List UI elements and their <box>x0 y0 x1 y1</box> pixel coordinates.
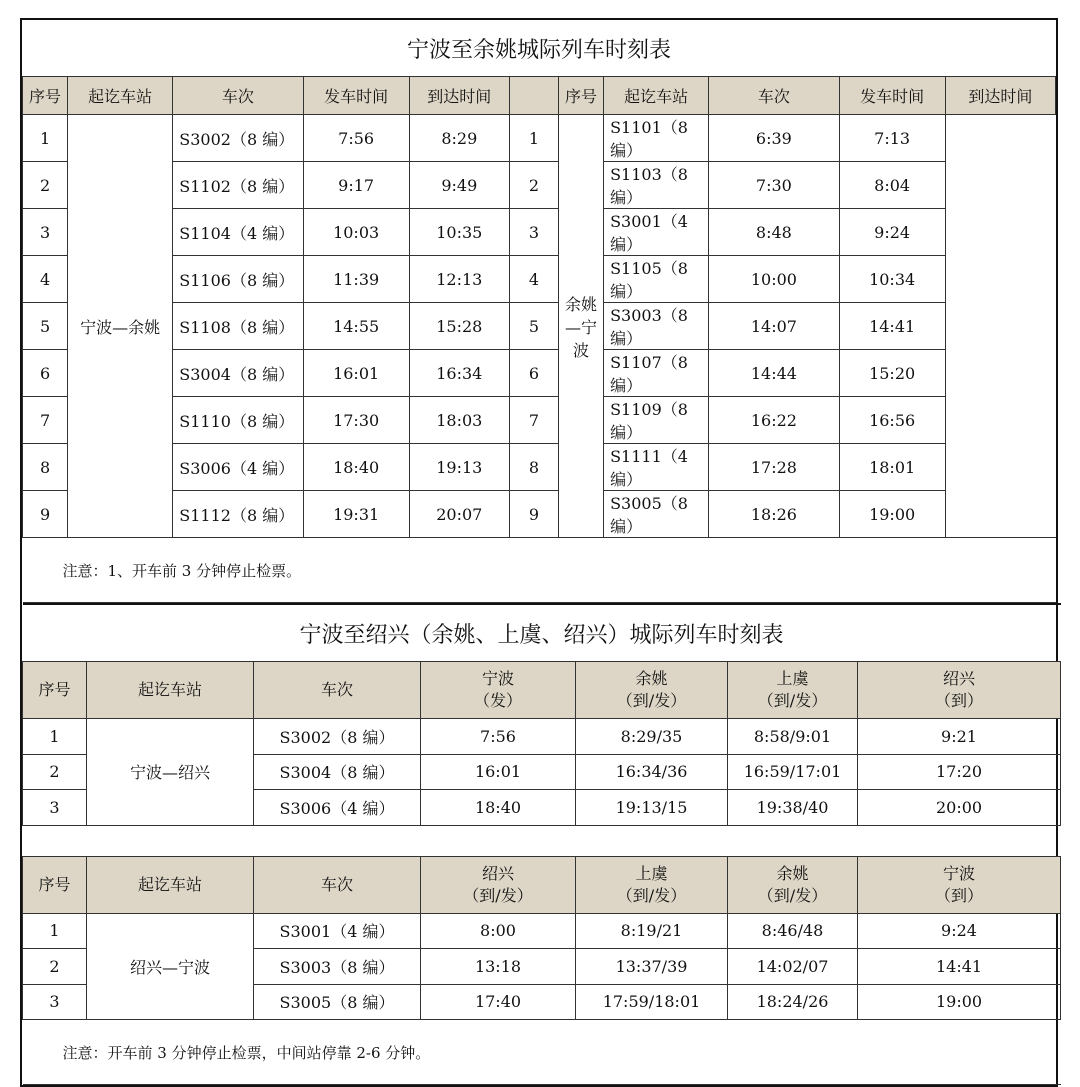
seq-cell: 6 <box>23 350 68 397</box>
col-header-stop <box>858 662 1061 719</box>
col-header-stop <box>728 662 858 719</box>
train-cell: S1107（8 编） <box>604 350 709 397</box>
seq-cell: 4 <box>509 256 558 303</box>
depart-cell: 17:30 <box>303 397 409 444</box>
table-row <box>23 491 1056 538</box>
stop-mode: （到/发） <box>463 885 533 905</box>
arrive-cell: 10:34 <box>839 256 945 303</box>
table-row <box>23 397 1056 444</box>
arrive-cell: 9:49 <box>409 162 509 209</box>
station-cell: 余姚—宁波 <box>559 115 604 538</box>
train-cell: S1110（8 编） <box>173 397 303 444</box>
arrive-cell: 15:20 <box>839 350 945 397</box>
depart-cell: 9:17 <box>303 162 409 209</box>
train-cell: S3005（8 编） <box>604 491 709 538</box>
train-cell: S3005（8 编） <box>254 984 421 1020</box>
time-cell: 17:59/18:01 <box>576 984 728 1020</box>
train-cell: S1104（4 编） <box>173 209 303 256</box>
col-header-seq: 序号 <box>23 856 87 913</box>
stop-name: 余姚 <box>635 669 668 688</box>
seq-cell: 2 <box>509 162 558 209</box>
time-cell: 9:21 <box>858 719 1061 755</box>
table1-title: 宁波至余姚城际列车时刻表 <box>23 20 1056 77</box>
seq-cell: 6 <box>509 350 558 397</box>
depart-cell: 6:39 <box>709 115 839 162</box>
stop-name: 余姚 <box>776 863 809 883</box>
stop-name: 上虞 <box>776 669 809 688</box>
arrive-cell: 19:13 <box>409 444 509 491</box>
train-cell: S3006（4 编） <box>173 444 303 491</box>
time-cell: 20:00 <box>858 790 1061 826</box>
col-header-stop <box>421 662 576 719</box>
stop-mode: （到） <box>935 691 984 710</box>
seq-cell: 3 <box>509 209 558 256</box>
ningbo-shaoxing-table <box>22 603 1061 1085</box>
time-cell: 7:56 <box>421 719 576 755</box>
train-cell: S1109（8 编） <box>604 397 709 444</box>
seq-cell: 3 <box>23 209 68 256</box>
col-header-stop <box>421 856 576 913</box>
col-header-station: 起讫车站 <box>68 77 173 115</box>
seq-cell: 7 <box>23 397 68 444</box>
col-header-arrive: 到达时间 <box>409 77 509 115</box>
depart-cell: 14:55 <box>303 303 409 350</box>
seq-cell: 1 <box>23 719 87 755</box>
time-cell: 16:34/36 <box>576 754 728 790</box>
col-header-arrive: 到达时间 <box>945 77 1055 115</box>
time-cell: 8:46/48 <box>728 913 858 949</box>
depart-cell: 16:22 <box>709 397 839 444</box>
station-cell: 宁波—余姚 <box>68 115 173 538</box>
seq-cell: 1 <box>23 913 87 949</box>
seq-cell: 1 <box>509 115 558 162</box>
time-cell: 19:00 <box>858 984 1061 1020</box>
train-cell: S3003（8 编） <box>604 303 709 350</box>
stop-mode: （发） <box>473 691 522 710</box>
arrive-cell: 18:03 <box>409 397 509 444</box>
table2-title: 宁波至绍兴（余姚、上虞、绍兴）城际列车时刻表 <box>23 604 1061 662</box>
col-header-train: 车次 <box>254 856 421 913</box>
arrive-cell: 8:29 <box>409 115 509 162</box>
col-header-stop <box>576 856 728 913</box>
arrive-cell: 8:04 <box>839 162 945 209</box>
train-cell: S1111（4 编） <box>604 444 709 491</box>
table-row <box>23 162 1056 209</box>
ningbo-yuyao-table <box>22 20 1056 603</box>
table2-outbound-header <box>23 662 1061 719</box>
time-cell: 8:58/9:01 <box>728 719 858 755</box>
train-cell: S1103（8 编） <box>604 162 709 209</box>
stop-name: 宁波 <box>481 669 514 688</box>
col-header-train: 车次 <box>173 77 303 115</box>
table-row <box>23 256 1056 303</box>
time-cell: 18:40 <box>421 790 576 826</box>
col-header-seq: 序号 <box>559 77 604 115</box>
table-row <box>23 303 1056 350</box>
arrive-cell: 9:24 <box>839 209 945 256</box>
train-cell: S3001（4 编） <box>254 913 421 949</box>
depart-cell: 19:31 <box>303 491 409 538</box>
train-cell: S1101（8 编） <box>604 115 709 162</box>
train-cell: S3004（8 编） <box>254 754 421 790</box>
time-cell: 14:41 <box>858 949 1061 985</box>
col-header-station: 起讫车站 <box>604 77 709 115</box>
arrive-cell: 20:07 <box>409 491 509 538</box>
col-header-seq: 序号 <box>23 662 87 719</box>
seq-cell: 3 <box>23 984 87 1020</box>
time-cell: 19:13/15 <box>576 790 728 826</box>
table2-note: 注意：开车前 3 分钟停止检票，中间站停靠 2-6 分钟。 <box>23 1020 1061 1085</box>
time-cell: 8:29/35 <box>576 719 728 755</box>
arrive-cell: 16:56 <box>839 397 945 444</box>
train-cell: S3004（8 编） <box>173 350 303 397</box>
table1-note: 注意：1、开车前 3 分钟停止检票。 <box>23 538 1056 603</box>
seq-cell: 2 <box>23 949 87 985</box>
seq-cell: 3 <box>23 790 87 826</box>
seq-cell: 8 <box>509 444 558 491</box>
col-header-stop <box>858 856 1061 913</box>
col-header-station: 起讫车站 <box>87 662 254 719</box>
train-cell: S1112（8 编） <box>173 491 303 538</box>
depart-cell: 14:07 <box>709 303 839 350</box>
time-cell: 16:01 <box>421 754 576 790</box>
arrive-cell: 12:13 <box>409 256 509 303</box>
seq-cell: 1 <box>23 115 68 162</box>
table-row <box>23 115 1056 162</box>
seq-cell: 9 <box>23 491 68 538</box>
time-cell: 17:20 <box>858 754 1061 790</box>
timetable-sheet <box>20 18 1058 1087</box>
depart-cell: 14:44 <box>709 350 839 397</box>
seq-cell: 5 <box>509 303 558 350</box>
train-cell: S1102（8 编） <box>173 162 303 209</box>
arrive-cell: 19:00 <box>839 491 945 538</box>
stop-mode: （到/发） <box>757 885 828 905</box>
time-cell: 17:40 <box>421 984 576 1020</box>
table2-inbound-header <box>23 856 1061 913</box>
table1-header-row <box>23 77 1056 115</box>
time-cell: 8:00 <box>421 913 576 949</box>
arrive-cell: 10:35 <box>409 209 509 256</box>
time-cell: 16:59/17:01 <box>728 754 858 790</box>
station-cell: 绍兴—宁波 <box>87 913 254 1020</box>
stop-name: 绍兴 <box>943 669 976 688</box>
seq-cell: 5 <box>23 303 68 350</box>
train-cell: S3003（8 编） <box>254 949 421 985</box>
depart-cell: 11:39 <box>303 256 409 303</box>
table-row <box>23 444 1056 491</box>
col-header-depart: 发车时间 <box>839 77 945 115</box>
train-cell: S3006（4 编） <box>254 790 421 826</box>
stop-mode: （到/发） <box>616 691 687 710</box>
train-cell: S3001（4 编） <box>604 209 709 256</box>
time-cell: 19:38/40 <box>728 790 858 826</box>
time-cell: 18:24/26 <box>728 984 858 1020</box>
stop-name: 宁波 <box>943 863 976 883</box>
section-gap <box>23 825 1061 856</box>
seq-cell: 2 <box>23 162 68 209</box>
arrive-cell: 15:28 <box>409 303 509 350</box>
stop-mode: （到） <box>935 885 984 905</box>
column-separator <box>509 77 558 115</box>
stop-name: 上虞 <box>635 863 668 883</box>
stop-mode: （到/发） <box>757 691 828 710</box>
col-header-seq: 序号 <box>23 77 68 115</box>
time-cell: 8:19/21 <box>576 913 728 949</box>
col-header-depart: 发车时间 <box>303 77 409 115</box>
train-cell: S3002（8 编） <box>173 115 303 162</box>
table-row <box>23 719 1061 755</box>
train-cell: S1105（8 编） <box>604 256 709 303</box>
table-row <box>23 350 1056 397</box>
col-header-train: 车次 <box>709 77 839 115</box>
depart-cell: 18:26 <box>709 491 839 538</box>
depart-cell: 17:28 <box>709 444 839 491</box>
stop-name: 绍兴 <box>481 863 514 883</box>
seq-cell: 9 <box>509 491 558 538</box>
col-header-train: 车次 <box>254 662 421 719</box>
seq-cell: 8 <box>23 444 68 491</box>
arrive-cell: 16:34 <box>409 350 509 397</box>
time-cell: 13:37/39 <box>576 949 728 985</box>
train-cell: S3002（8 编） <box>254 719 421 755</box>
depart-cell: 10:00 <box>709 256 839 303</box>
table-row <box>23 913 1061 949</box>
arrive-cell: 7:13 <box>839 115 945 162</box>
seq-cell: 7 <box>509 397 558 444</box>
col-header-stop <box>728 856 858 913</box>
depart-cell: 16:01 <box>303 350 409 397</box>
table-row <box>23 209 1056 256</box>
time-cell: 9:24 <box>858 913 1061 949</box>
depart-cell: 7:56 <box>303 115 409 162</box>
depart-cell: 18:40 <box>303 444 409 491</box>
station-cell: 宁波—绍兴 <box>87 719 254 826</box>
stop-mode: （到/发） <box>616 885 687 905</box>
time-cell: 14:02/07 <box>728 949 858 985</box>
time-cell: 13:18 <box>421 949 576 985</box>
col-header-station: 起讫车站 <box>87 856 254 913</box>
arrive-cell: 14:41 <box>839 303 945 350</box>
depart-cell: 7:30 <box>709 162 839 209</box>
depart-cell: 8:48 <box>709 209 839 256</box>
depart-cell: 10:03 <box>303 209 409 256</box>
seq-cell: 4 <box>23 256 68 303</box>
train-cell: S1108（8 编） <box>173 303 303 350</box>
seq-cell: 2 <box>23 754 87 790</box>
arrive-cell: 18:01 <box>839 444 945 491</box>
train-cell: S1106（8 编） <box>173 256 303 303</box>
col-header-stop <box>576 662 728 719</box>
